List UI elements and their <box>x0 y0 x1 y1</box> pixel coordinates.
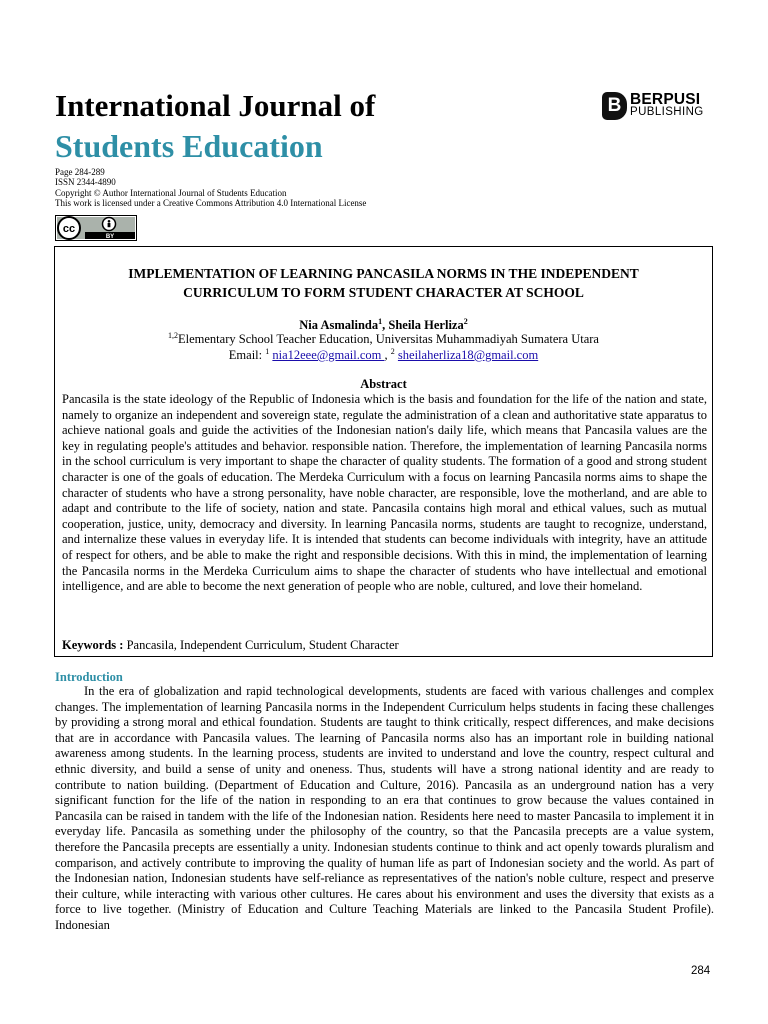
journal-title-line2: Students Education <box>55 128 323 164</box>
cc-badge-text: cc <box>62 223 76 235</box>
author-separator: , <box>382 318 389 332</box>
keywords-list: Pancasila, Independent Curriculum, Student Character <box>126 638 399 652</box>
introduction-text: In the era of globalization and rapid technological developments, students are faced with various challenges and complex changes. The implementation of learning Pancasila norms in the Independent Curriculum helps students in facing these challenges by providing a strong moral and ethical foundation. Students are taught to think critically, respect differences, and make decisions that are in accordance with Pancasila values. The learning of Pancasila norms also has an important role in building national awareness among students. In the learning process, students are invited to understand and love the country, respect cultural and ethnic diversity, and build a sense of unity and oneness. Thus, students will have a strong national identity and are ready to contribute to nation building. (Department of Education and Culture, 2016). Pancasila as an underground nation has a very significant function for the life of the nation in responding to an era that continues to grow because the values contained in Pancasila can be raised in tandem with the life of the Indonesian nation. Residents here need to master Pancasila to implement it in everyday life. Pancasila as something under the philosophy of the country, so that the Pancasila precepts are a value system, therefore the Pancasila precepts are essentially a unity. Indonesian students continue to think and act openly towards pluralism and comparison, and actively contribute to improving the quality of human life as part of Indonesian society and the world. As part of the Indonesian nation, Indonesian students have self-reliance as representatives of the nation's noble culture, respect and preserve their culture, while interacting with various other cultures. He cares about his environment and uses the diversity that exists as a force to live together. (Ministry of Education and Culture Teaching Materials are linked to the Pancasila Student Profile). Indonesian <box>55 684 714 932</box>
keywords-label: Keywords : <box>62 638 127 652</box>
email-line <box>55 347 712 363</box>
by-badge-text: BY <box>105 234 115 240</box>
abstract-heading: Abstract <box>360 377 407 391</box>
email-link-2[interactable]: sheilaherliza18@gmail.com <box>397 348 539 362</box>
affiliation <box>55 331 712 347</box>
article-header-box <box>54 246 713 657</box>
issn: ISSN 2344-4890 <box>55 177 116 188</box>
email-label: Email: <box>228 348 266 362</box>
journal-title-line1: International Journal of <box>55 88 376 123</box>
keywords <box>62 637 399 653</box>
article-title <box>55 264 712 302</box>
email-link-1[interactable]: nia12eee@gmail.com <box>272 348 385 362</box>
author-name: Sheila Herliza <box>388 318 464 332</box>
publisher-logo-icon: B <box>602 92 627 120</box>
journal-metadata <box>55 167 366 208</box>
author-superscript: 2 <box>463 316 468 326</box>
abstract-text: Pancasila is the state ideology of the Republic of Indonesia which is the basis and foundation for the life of the nation and state, namely to organize an independent and sovereign state, regulate the administration of a clean and authoritative state apparatus to achieve national goals and guide the activities of the Indonesian nation's daily life, which means that Pancasila values are the key in regulating people's attitudes and behavior. responsible nation. Therefore, the implementation of learning Pancasila norms in the school curriculum is very important to shape the character of quality students. The formation of a good and strong student character is one of the goals of education. The Merdeka Curriculum with a focus on learning Pancasila norms aims to shape the character of students who have a strong personality, have noble character, are responsible, love the motherland, and are able to adapt and contribute to the life of society, nation and state. Pancasila contains high moral and ethical values, such as mutual cooperation, justice, unity, democracy and diversity. In learning Pancasila norms, students are taught to recognize, understand, and internalize these values in everyday life. It is intended that students can become individuals with integrity, have an attitude of respect for others, and be able to make the right and responsible decisions. With this in mind, the implementation of learning the Pancasila norms in the Merdeka Curriculum aims to shape the character of students who have intellectual and emotional intelligence, and are able to become the next generation of people who are noble, cultured, and love their homeland. <box>62 392 707 594</box>
page-number: 284 <box>691 965 711 977</box>
affiliation-superscript: 1,2 <box>168 330 178 340</box>
introduction-heading: Introduction <box>55 670 123 684</box>
email-separator: , <box>384 348 391 362</box>
email-superscript: 1 <box>265 346 270 356</box>
page-range: Page 284-289 <box>55 167 105 177</box>
publisher-subtitle: PUBLISHING <box>630 106 704 118</box>
author-superscript: 1 <box>378 316 383 326</box>
publisher-name: BERPUSI <box>630 91 701 108</box>
article-title-line2: CURRICULUM TO FORM STUDENT CHARACTER AT SCHOOL <box>183 285 584 300</box>
copyright-notice: Copyright © Author International Journal of Students Education <box>55 187 287 198</box>
license-notice: This work is licensed under a Creative Commons Attribution 4.0 International License <box>55 197 367 208</box>
author-name: Nia Asmalinda <box>299 318 379 332</box>
email-superscript: 2 <box>390 346 395 356</box>
publisher-logo <box>602 92 722 122</box>
affiliation-text: Elementary School Teacher Education, Universitas Muhammadiyah Sumatera Utara <box>178 332 599 346</box>
cc-by-license-icon[interactable] <box>55 215 137 241</box>
article-title-line1: IMPLEMENTATION OF LEARNING PANCASILA NORMS IN THE INDEPENDENT <box>128 266 639 281</box>
